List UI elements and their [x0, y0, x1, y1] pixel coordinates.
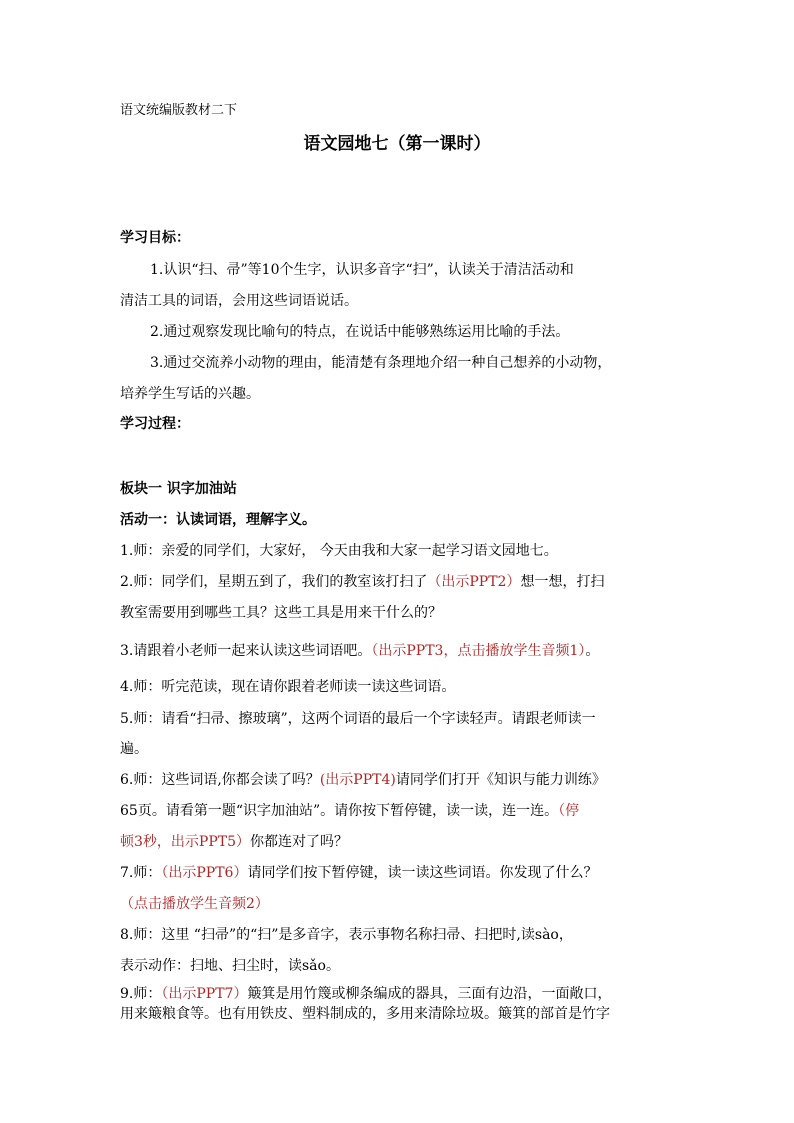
ppt-note: 顿3秒，出示PPT5）	[120, 834, 250, 850]
text-span: 你都连对了吗？	[250, 834, 348, 850]
text-span: 3.请跟着小老师一起来认读这些词语吧。	[120, 643, 372, 659]
paragraph-3	[120, 640, 599, 660]
ppt-note: （停	[558, 803, 580, 819]
text-span: 请同学们打开《知识与能力训练》	[395, 772, 606, 788]
document-header: 语文统编版教材二下	[120, 103, 238, 118]
ppt-note: （出示PPT2）	[427, 574, 521, 590]
paragraph-8-line-1: 8.师：这里 “扫帚”的“扫”是多音字，表示事物名称扫帚、扫把时,读sào，	[120, 927, 573, 943]
text-span: 2.师：同学们，星期五到了，我们的教室该打扫了	[120, 574, 428, 590]
paragraph-9-line-1	[120, 983, 611, 1003]
block-heading: 板块一 识字加油站	[120, 481, 237, 497]
ppt-note: （出示PPT7）	[161, 986, 248, 1002]
paragraph-9-line-2: 用来簸粮食等。也有用铁皮、塑料制成的，多用来清除垃圾。簸箕的部首是竹字	[120, 1006, 610, 1022]
ppt-note: （出示PPT6）	[161, 865, 248, 881]
ppt-note: （出示PPT3，点击播放学生音频1）	[371, 643, 586, 659]
objective-3-line-1: 3.通过交流养小动物的理由，能清楚有条理地介绍一种自己想养的小动物，	[150, 355, 612, 371]
paragraph-4: 4.师：听完范读，现在请你跟着老师读一读这些词语。	[120, 679, 456, 695]
text-span: 想一想，打扫	[520, 574, 605, 590]
objective-1-line-1: 1.认识“扫、帚”等10个生字，认识多音字“扫”，认读关于清洁活动和	[150, 262, 574, 278]
objectives-heading: 学习目标：	[120, 230, 190, 246]
document-title: 语文园地七（第一课时）	[303, 134, 491, 154]
objective-1-line-2: 清洁工具的词语，会用这些词语说话。	[120, 293, 358, 309]
paragraph-2-line-1	[120, 571, 604, 591]
paragraph-8-line-2: 表示动作：扫地、扫尘时，读sǎo。	[120, 958, 340, 974]
paragraph-6-line-1	[120, 769, 606, 789]
text-span: 6.师：这些词语,你都会读了吗？	[120, 772, 320, 788]
ppt-note: (出示PPT4)	[319, 772, 396, 788]
text-span: 7.师：	[120, 865, 162, 881]
text-span: 请同学们按下暂停键，读一读这些词语。你发现了什么？	[247, 865, 598, 881]
text-span: 9.师：	[120, 986, 162, 1002]
objective-2: 2.通过观察发现比喻句的特点，在说话中能够熟练运用比喻的手法。	[150, 324, 570, 340]
paragraph-7-line-1	[120, 862, 597, 882]
text-span: 65页。请看第一题“识字加油站”。请你按下暂停键，读一读，连一连。	[120, 803, 559, 819]
paragraph-5-line-1: 5.师：请看“扫帚、擦玻璃”，这两个词语的最后一个字读轻声。请跟老师读一	[120, 711, 596, 727]
process-heading: 学习过程：	[120, 416, 190, 432]
activity-heading: 活动一：认读词语，理解字义。	[120, 512, 316, 528]
objective-3-line-2: 培养学生写话的兴趣。	[120, 386, 260, 402]
paragraph-2-line-2: 教室需要用到哪些工具？这些工具是用来干什么的？	[120, 605, 442, 621]
text-span: 簸箕是用竹篾或柳条编成的器具，三面有边沿，一面敞口，	[247, 986, 612, 1002]
paragraph-5-line-2: 遍。	[120, 741, 148, 757]
paragraph-1: 1.师：亲爱的同学们，大家好， 今天由我和大家一起学习语文园地七。	[120, 543, 558, 559]
text-span: 。	[585, 643, 600, 659]
paragraph-7-line-2: （点击播放学生音频2）	[120, 896, 269, 912]
paragraph-6-line-2	[120, 800, 579, 820]
paragraph-6-line-3	[120, 831, 348, 851]
